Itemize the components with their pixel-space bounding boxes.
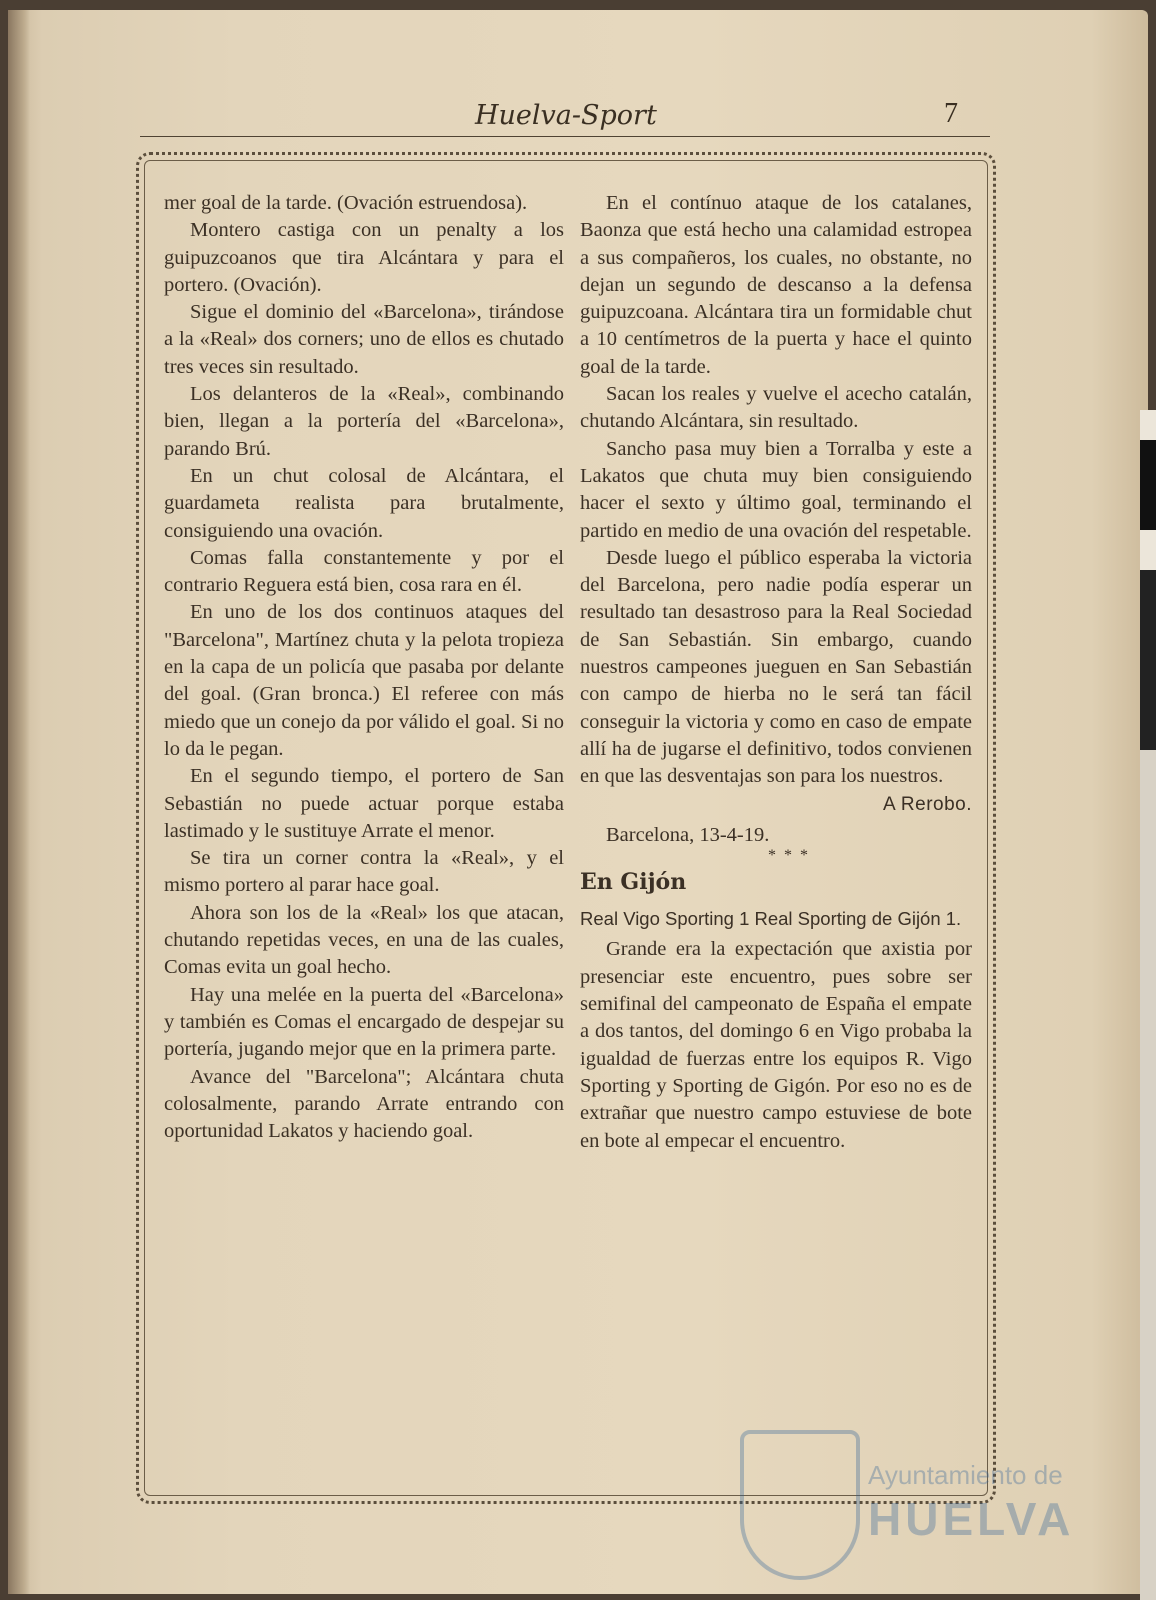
- dateline: Barcelona, 13-4-19.: [606, 823, 770, 846]
- paragraph: Ahora son los de la «Real» los que atacan, chutando repetidas veces, en una de las cuales, Comas evita un goal hecho.: [164, 901, 564, 979]
- watermark-line2: HUELVA: [868, 1493, 1075, 1545]
- left-column: [164, 190, 564, 1145]
- match-result: Real Vigo Sporting 1 Real Sporting de Gijón 1.: [580, 908, 962, 930]
- paragraph: En el segundo tiempo, el portero de San Sebastián no puede actuar porque estaba lastimado y le sustituye Arrate el menor.: [164, 765, 564, 842]
- asterism: * * *: [768, 847, 810, 865]
- coat-of-arms-icon: [740, 1430, 860, 1580]
- scan-edge-strip: [1140, 410, 1156, 1600]
- paragraph: Desde luego el público esperaba la victoria del Barcelona, pero nadie podía esperar un resultado tan desastroso para la Real Sociedad de San Sebastián. Sin embargo, cuando nuestros campeones jueguen en San Sebastián con campo de hierba no le será tan fácil conseguir la victoria y como en caso de empate allí ha de jugarse el definitivo, todos convienen en que las desventajas son para los nuestros.: [580, 546, 972, 788]
- paragraph: Los delanteros de la «Real», combinando bien, llegan a la portería del «Barcelona», parando Brú.: [164, 383, 564, 460]
- paragraph: Avance del "Barcelona"; Alcántara chuta colosalmente, parando Arrate entrando con oportunidad Lakatos y haciendo goal.: [164, 1065, 564, 1143]
- paragraph: En uno de los dos continuos ataques del "Barcelona", Martínez chuta y la pelota tropieza en la capa de un policía que pasaba por delante del goal. (Gran bronca.) El referee con más miedo que un conejo da por válido el goal. Si no lo da le pegan.: [164, 601, 564, 760]
- paragraph: Sacan los reales y vuelve el acecho catalán, chutando Alcántara, sin resultado.: [580, 383, 972, 433]
- paragraph: En un chut colosal de Alcántara, el guardameta realista para brutalmente, consiguiendo una ovación.: [164, 464, 564, 542]
- watermark: [740, 1430, 1140, 1580]
- running-title: Huelva-Sport: [475, 100, 657, 131]
- page-header: [140, 96, 990, 137]
- paragraph: Sancho pasa muy bien a Torralba y este a Lakatos que chuta muy bien consiguiendo hacer el sexto y último goal, terminando el partido en medio de una ovación del respetable.: [580, 437, 972, 542]
- section-heading: En Gijón: [580, 869, 687, 896]
- paragraph: Grande era la expectación que axistia por presenciar este encuentro, pues sobre ser semifinal del campeonato de España el empate a dos tantos, del domingo 6 en Vigo probaba la igualdad de fuerzas entre los equipos R. Vigo Sporting y Sporting de Gigón. Por eso no es de extrañar que nuestro campo estuviese de bote en bote al empecar el encuentro.: [580, 938, 972, 1152]
- paragraph: Sigue el dominio del «Barcelona», tirándose a la «Real» dos corners; uno de ellos es chutado tres veces sin resultado.: [164, 301, 564, 378]
- paragraph: mer goal de la tarde. (Ovación estruendosa).: [164, 192, 528, 214]
- author-signature: A Rerobo.: [883, 793, 972, 815]
- page-number: 7: [944, 98, 958, 129]
- paragraph: Comas falla constantemente y por el contrario Reguera está bien, cosa rara en él.: [164, 546, 564, 597]
- paragraph: En el contínuo ataque de los catalanes, Baonza que está hecho una calamidad estropea a sus compañeros, los cuales, no obstante, no dejan un segundo de descanso a la defensa guipuzcoana. Alcántara tira un formidable chut a 10 centímetros de la puerta y hace el quinto goal de la tarde.: [580, 192, 972, 378]
- book-binding: [8, 10, 30, 1594]
- watermark-line1: Ayuntamiento de: [868, 1460, 1063, 1490]
- paragraph: Montero castiga con un penalty a los guipuzcoanos que tira Alcántara y para el portero. (Ovación).: [164, 219, 564, 296]
- right-column: [580, 190, 972, 1155]
- paragraph: Hay una melée en la puerta del «Barcelona» y también es Comas el encargado de despejar su portería, jugando mejor que en la primera parte.: [164, 983, 564, 1061]
- paragraph: Se tira un corner contra la «Real», y el mismo portero al parar hace goal.: [164, 847, 564, 897]
